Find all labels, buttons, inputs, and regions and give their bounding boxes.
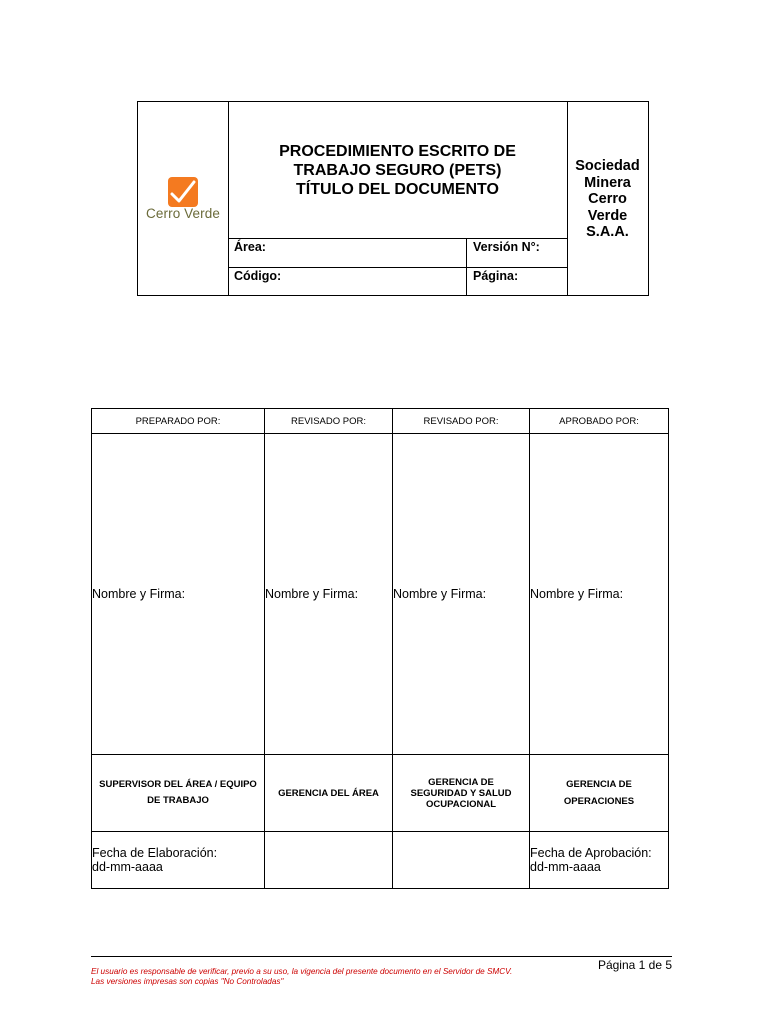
date-empty-1 — [265, 832, 393, 889]
area-row — [228, 239, 567, 268]
role-supervisor — [92, 755, 265, 832]
prepared-by-header: PREPARADO POR: — [92, 409, 265, 434]
approval-date-label: Fecha de Aprobación: — [530, 846, 652, 860]
title-line-3: TÍTULO DEL DOCUMENTO — [296, 181, 499, 198]
signature-reviewed-2: Nombre y Firma: — [393, 434, 530, 755]
title-column — [228, 102, 568, 295]
signature-reviewed-1: Nombre y Firma: — [265, 434, 393, 755]
reviewed-by-header-2: REVISADO POR: — [393, 409, 530, 434]
signature-row — [92, 434, 669, 755]
title-line-1: PROCEDIMIENTO ESCRITO DE — [279, 143, 516, 160]
role-supervisor-line-1: SUPERVISOR DEL ÁREA / EQUIPO — [99, 779, 257, 790]
company-cell — [567, 102, 648, 295]
company-line-2: Minera — [584, 174, 631, 191]
elaboration-date-value: dd-mm-aaaa — [92, 860, 163, 874]
date-empty-2 — [393, 832, 530, 889]
code-row — [228, 268, 567, 295]
approval-date-cell — [530, 832, 669, 889]
reviewed-by-header-1: REVISADO POR: — [265, 409, 393, 434]
approval-table — [91, 408, 669, 889]
role-area-management-line-1: GERENCIA DEL ÁREA — [278, 787, 379, 799]
approved-by-header: APROBADO POR: — [530, 409, 669, 434]
approval-date-value: dd-mm-aaaa — [530, 860, 601, 874]
footer-divider — [91, 956, 672, 957]
logo-cell — [138, 102, 229, 295]
role-row — [92, 755, 669, 832]
signature-prepared: Nombre y Firma: — [92, 434, 265, 755]
company-line-3: Cerro — [588, 191, 627, 207]
role-operations-line-2: OPERACIONES — [563, 796, 635, 807]
company-line-1: Sociedad — [575, 158, 640, 174]
code-label: Código: — [228, 268, 467, 295]
role-safety-line-3: OCUPACIONAL — [425, 798, 497, 810]
title-line-2: TRABAJO SEGURO (PETS) — [293, 162, 502, 179]
title-cell — [228, 102, 567, 239]
signature-approved: Nombre y Firma: — [530, 434, 669, 755]
cerro-verde-logo-icon — [168, 177, 198, 207]
footer-disclaimer-line-1: El usuario es responsable de verificar, previo a su uso, la vigencia del presente documento en el Servidor de SMCV. — [91, 967, 513, 976]
company-line-4: Verde — [587, 207, 628, 224]
company-line-5: S.A.A. — [586, 224, 629, 240]
logo-text: Cerro Verde — [146, 206, 220, 221]
role-operations-line-1: GERENCIA DE — [566, 779, 632, 790]
page-number: Página 1 de 5 — [597, 958, 672, 972]
role-safety-line-2: SEGURIDAD Y SALUD — [410, 787, 512, 799]
elaboration-date-label: Fecha de Elaboración: — [92, 846, 218, 860]
date-row — [92, 832, 669, 889]
version-label: Versión N°: — [473, 240, 540, 254]
approval-header-row — [92, 409, 669, 434]
document-header — [137, 101, 649, 296]
elaboration-date-cell — [92, 832, 265, 889]
role-safety-management — [393, 755, 530, 832]
role-operations-management — [530, 755, 669, 832]
role-safety-line-1: GERENCIA DE — [428, 776, 494, 788]
footer-disclaimer-line-2: Las versiones impresas son copias "No Controladas" — [91, 977, 284, 986]
role-supervisor-line-2: DE TRABAJO — [147, 795, 209, 806]
footer-disclaimer — [91, 967, 571, 987]
area-label: Área: — [228, 239, 467, 267]
page-label: Página: — [473, 269, 519, 283]
role-area-management — [265, 755, 393, 832]
